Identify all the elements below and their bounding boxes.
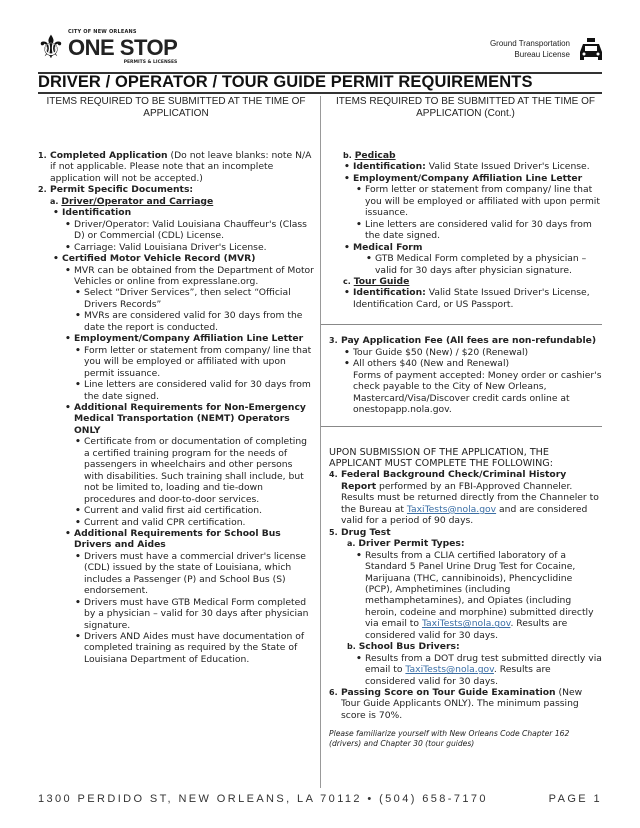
item-number: 4.	[329, 470, 338, 480]
text: . Results are considered valid for 30 days.	[365, 664, 551, 687]
list-item: • Drivers AND Aides must have documentation of completed training as required by the State of Louisiana Department of Education.	[84, 631, 314, 665]
list-item: • Additional Requirements for Non-Emergency Medical Transportation (NEMT) Operators ONLY	[74, 402, 314, 436]
list-item: • Select “Driver Services”, then select “Official Drivers Records”	[84, 287, 314, 310]
footer-address: 1300 PERDIDO ST, NEW ORLEANS, LA 70112 • (504) 658-7170	[38, 793, 488, 805]
item-number: 6.	[329, 688, 338, 698]
list-item: • All others $40 (New and Renewal)	[353, 358, 602, 369]
sub-item-driver-operator	[38, 196, 314, 207]
sub-item-title: Tour Guide	[353, 275, 410, 287]
list-item: • Medical Form	[353, 242, 602, 253]
page-number: PAGE 1	[548, 793, 602, 805]
item-text: performed by an FBI-Approved Channeler. Results must be returned directly from the Channeler to the Bureau at	[341, 480, 599, 515]
label: Identification:	[353, 161, 426, 173]
list-item	[365, 550, 602, 642]
item-title: Federal Background Check/Criminal History Report	[341, 469, 567, 492]
list-item: • MVRs are considered valid for 30 days from the date the report is conducted.	[84, 310, 314, 333]
item-title: Permit Specific Documents:	[50, 184, 194, 196]
item-number: 1.	[38, 151, 47, 160]
text: . Results are considered valid for 30 days.	[365, 618, 568, 641]
sub-item-title: School Bus Drivers:	[358, 641, 460, 653]
list-item: • MVR can be obtained from the Department of Motor Vehicles or online from expresslane.org.	[74, 265, 314, 288]
list-item: • Drivers must have a commercial driver's license (CDL) issued by the state of Louisiana, which includes a Passenger (P) and School Bus (S) endorsement.	[84, 551, 314, 597]
sub-item-driver-permit-types	[329, 538, 602, 549]
list-item	[353, 161, 602, 172]
section-divider	[321, 426, 602, 427]
sub-item-title: Pedicab	[354, 150, 396, 161]
list-item: • Carriage: Valid Louisiana Driver's License.	[74, 242, 314, 253]
list-item	[353, 287, 602, 310]
left-column	[38, 96, 320, 788]
logo-top-text: CITY OF NEW ORLEANS	[68, 28, 137, 35]
item-number: 5.	[329, 527, 338, 537]
sub-item-letter: a.	[50, 196, 59, 206]
text: Valid State Issued Driver's License.	[425, 161, 590, 173]
text: Results from a DOT drug test submitted directly via email to	[365, 652, 602, 676]
item-drug-test	[329, 527, 602, 538]
list-item	[365, 653, 602, 687]
item-text: (New Tour Guide Applicants ONLY). The minimum passing score is 70%.	[341, 687, 583, 721]
text: Valid State Issued Driver's License, Identification Card, or US Passport.	[353, 287, 590, 310]
logo-sub-text: PERMITS & LICENSES	[123, 59, 178, 65]
email-link[interactable]: TaxiTests@nola.gov	[421, 618, 511, 630]
submission-heading: UPON SUBMISSION OF THE APPLICATION, THE APPLICANT MUST COMPLETE THE FOLLOWING:	[329, 446, 553, 469]
sub-item-tour-guide	[329, 276, 602, 287]
item-title: Completed Application	[50, 150, 168, 161]
list-item: • Additional Requirements for School Bus Drivers and Aides	[74, 528, 314, 551]
page-title: DRIVER / OPERATOR / TOUR GUIDE PERMIT REQUIREMENTS	[38, 73, 533, 91]
sub-item-letter: c.	[343, 276, 351, 286]
item-completed-application	[38, 150, 314, 184]
email-link[interactable]: TaxiTests@nola.gov	[406, 503, 497, 515]
footer	[38, 792, 602, 820]
sub-item-title: Driver Permit Types:	[358, 538, 465, 550]
list-item: • Current and valid CPR certification.	[84, 517, 314, 528]
columns	[38, 96, 602, 788]
item-text: (Do not leave blanks: note N/A if not applicable. Please note that an incomplete application will not be accepted.)	[50, 150, 312, 184]
item-tour-guide-exam	[329, 687, 602, 721]
list-item: • Current and valid first aid certification.	[84, 505, 314, 516]
label: Identification:	[353, 287, 426, 299]
item-title: Drug Test	[341, 526, 391, 538]
list-item: • Certified Motor Vehicle Record (MVR)	[62, 253, 314, 264]
item-title: Pay Application Fee (All fees are non-refundable)	[341, 335, 597, 347]
right-column-heading: ITEMS REQUIRED TO BE SUBMITTED AT THE TIME OF APPLICATION (Cont.)	[336, 96, 595, 119]
logo-main-text: ONE STOP	[68, 34, 178, 60]
list-item: • Employment/Company Affiliation Line Letter	[353, 173, 602, 184]
list-item: • Identification	[62, 207, 314, 218]
list-item: • Tour Guide $50 (New) / $20 (Renewal)	[353, 347, 602, 358]
section-divider	[321, 324, 602, 325]
payment-info: Forms of payment accepted: Money order or cashier's check payable to the City of New Orleans, Mastercard/Visa/Discover credit cards online at onestopapp.nola.gov.	[353, 369, 602, 416]
list-item: • Drivers must have GTB Medical Form completed by a physician – valid for 30 days after physician signature.	[84, 597, 314, 631]
code-chapter-note: Please familiarize yourself with New Orleans Code Chapter 162 (drivers) and Chapter 30 (tour guides)	[329, 729, 570, 749]
list-item: • Certificate from or documentation of completing a certified training program for the needs of passengers in wheelchairs and other persons with disabilities. Such training shall include, but not be limited to, loading and tie-down procedures and door-to-door services.	[84, 436, 314, 505]
sub-item-school-bus-drivers	[329, 641, 602, 652]
item-text: and are considered valid for a period of 90 days.	[341, 503, 588, 527]
text: Results from a CLIA certified laboratory of a Standard 5 Panel Urine Drug Test for Cocaine, Marijuana (THC, cannibinoids), Phencyclidine (PCP), Amphetimines (including methamphetamines), and Opiates (including heroin, codeine and morphine) submitted directly via email to	[365, 549, 594, 630]
list-item: • Line letters are considered valid for 30 days from the date signed.	[84, 379, 314, 402]
sub-item-letter: b.	[347, 642, 356, 652]
item-background-check	[329, 469, 602, 526]
item-permit-documents	[38, 184, 314, 195]
fleur-de-lis-icon: ⚜	[36, 28, 66, 66]
list-item: • GTB Medical Form completed by a physician – valid for 30 days after physician signature.	[375, 253, 602, 276]
list-item: • Form letter or statement from company/ line that you will be employed or affiliated with upon permit issuance.	[84, 345, 314, 379]
sub-item-pedicab	[329, 150, 602, 161]
sub-item-letter: a.	[347, 539, 356, 549]
list-item: • Line letters are considered valid for 30 days from the date signed.	[365, 219, 602, 242]
bureau-line-1: Ground Transportation	[489, 39, 570, 48]
item-title: Passing Score on Tour Guide Examination	[341, 687, 556, 699]
bureau-line-2: Bureau License	[514, 50, 570, 59]
list-item: • Driver/Operator: Valid Louisiana Chauffeur's (Class D) or Commercial (CDL) License.	[74, 219, 314, 242]
left-column-heading: ITEMS REQUIRED TO BE SUBMITTED AT THE TIME OF APPLICATION	[46, 96, 306, 119]
item-number: 2.	[38, 185, 47, 195]
list-item: • Employment/Company Affiliation Line Letter	[74, 333, 314, 344]
item-application-fee	[329, 335, 602, 346]
sub-item-title: Driver/Operator and Carriage	[61, 195, 214, 207]
list-item: • Form letter or statement from company/ line that you will be employed or affiliated with upon permit issuance.	[365, 184, 602, 218]
sub-item-letter: b.	[343, 151, 352, 160]
item-number: 3.	[329, 336, 338, 346]
right-column	[320, 96, 602, 788]
email-link[interactable]: TaxiTests@nola.gov	[405, 664, 494, 676]
